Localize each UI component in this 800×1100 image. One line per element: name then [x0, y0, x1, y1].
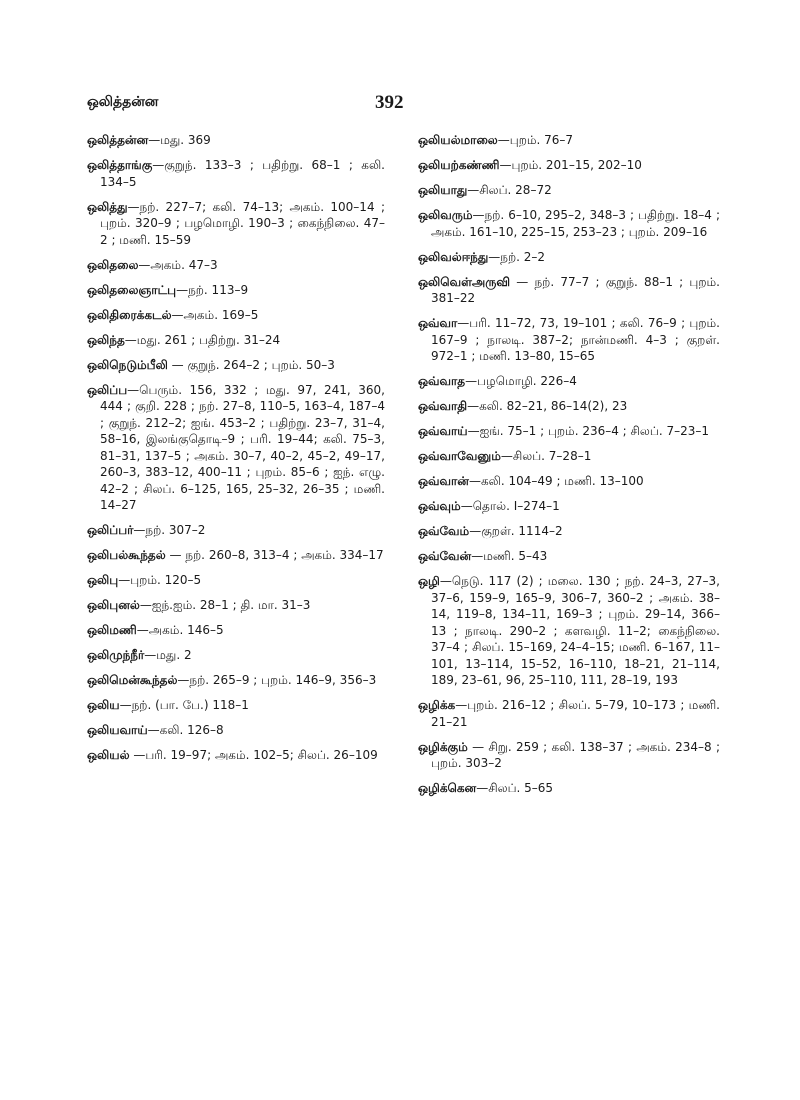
entry-headword: ஒலிதலை — [87, 257, 139, 272]
index-entry — [87, 572, 385, 589]
entry-references: —பெரும். 156, 332 ; மது. 97, 241, 360, 444 ; குறி. 228 ; நற். 27–8, 110–5, 163–4, 187–4 ; குறுந். 212–2; ஐங். 453–2 ; பதிற்று. 23–7, 31–4, 58–16, இலங்குதொடி–9 ; பரி. 19–44; கலி. 75–3, 81–31, 137–5 ; அகம். 30–7, 40–2, 45–2, 49–17, 260–3, 383–12, 400–11 ; புறம். 85–6 ; ஐந். எழு. 42–2 ; சிலப். 6–125, 165, 25–32, 26–35 ; மணி. 14–27 — [100, 382, 385, 512]
index-entry — [87, 307, 385, 324]
entry-references: —ஐந்.ஐம். 28–1 ; தி. மா. 31–3 — [139, 598, 311, 612]
entry-headword: ஒலிமணி — [87, 623, 137, 637]
index-entry — [87, 257, 385, 274]
entry-headword: ஒலிந்த — [87, 332, 125, 347]
entry-references: —புறம். 120–5 — [118, 573, 202, 587]
entry-references: —நற். 307–2 — [133, 523, 206, 537]
entry-references: —குறுந். 133–3 ; பதிற்று. 68–1 ; கலி. 134–5 — [100, 158, 385, 189]
index-entry — [418, 739, 720, 772]
entry-references: —மது. 261 ; பதிற்று. 31–24 — [124, 332, 281, 347]
entry-headword: ஒழிக்க — [418, 698, 456, 712]
index-entry — [418, 523, 720, 540]
running-head-word: ஒலித்தன்ன — [87, 94, 159, 110]
entry-references: —நற். 113–9 — [176, 282, 249, 297]
index-entry — [87, 622, 385, 639]
entry-references: —கலி. 82–21, 86–14(2), 23 — [467, 399, 628, 413]
index-entry — [87, 132, 385, 149]
index-entry — [418, 157, 720, 174]
index-entry — [418, 448, 720, 465]
entry-references: —மது. 2 — [144, 648, 192, 662]
entry-headword: ஒலிவல்ஈந்து — [418, 249, 489, 264]
entry-references: —அகம். 169–5 — [171, 307, 259, 322]
entry-headword: ஒலிநெடும்பீலி — [87, 357, 168, 372]
index-entry — [418, 498, 720, 515]
index-entry — [87, 722, 385, 739]
index-entry — [87, 357, 385, 374]
entry-headword: ஒலியவாய் — [87, 723, 148, 737]
entry-headword: ஒவ்வாவேனும் — [418, 449, 501, 463]
index-entry — [87, 382, 385, 514]
index-entry — [418, 398, 720, 415]
entry-headword: ஒவ்வாத — [418, 374, 466, 388]
index-entry — [87, 282, 385, 299]
entry-headword: ஒவ்வான் — [418, 474, 469, 488]
entry-references: — நற். 77–7 ; குறுந். 88–1 ; புறம். 381–22 — [431, 274, 720, 305]
index-entry — [418, 423, 720, 440]
entry-references: —நெடு. 117 (2) ; மலை. 130 ; நற். 24–3, 27–3, 37–6, 159–9, 165–9, 306–7, 360–2 ; அகம். 38–14, 119–8, 134–11, 169–3 ; புறம். 29–14, 366–13 ; நாலடி. 290–2 ; களவழி. 11–2; கைந்நிலை. 37–4 ; சிலப். 15–169, 24–4–15; மணி. 6–167, 11–101, 13–114, 15–52, 16–110, 18–21, 21–114, 189, 23–61, 96, 25–110, 111, 28–19, 193 — [431, 574, 720, 687]
index-entry — [87, 597, 385, 614]
entry-headword: ஒலியற்கண்ணி — [418, 158, 500, 172]
entry-references: —அகம். 146–5 — [136, 623, 224, 637]
entry-references: —அகம். 47–3 — [138, 257, 218, 272]
index-entry — [418, 373, 720, 390]
entry-references: — சிறு. 259 ; கலி. 138–37 ; அகம். 234–8 ; புறம். 303–2 — [431, 739, 720, 770]
entry-headword: ஒவ்வேன் — [418, 549, 472, 563]
entry-headword: ஒலிப்ப — [87, 382, 128, 397]
index-entry — [418, 274, 720, 307]
entry-references: —நற். (பா. பே.) 118–1 — [119, 698, 249, 712]
index-entry — [87, 157, 385, 190]
entry-references: —நற். 2–2 — [488, 249, 546, 264]
entry-headword: ஒலிமுந்நீர் — [87, 648, 145, 662]
entry-headword: ஒலிபுனல் — [87, 598, 140, 612]
index-entry — [418, 182, 720, 199]
entry-references: —மணி. 5–43 — [471, 549, 548, 563]
entry-references: —பரி. 11–72, 73, 19–101 ; கலி. 76–9 ; புறம். 167–9 ; நாலடி. 387–2; நான்மணி. 4–3 ; குறள். 972–1 ; மணி. 13–80, 15–65 — [431, 316, 720, 363]
entry-references: —தொல். I–274–1 — [460, 499, 560, 513]
left-index-column — [87, 132, 385, 772]
entry-headword: ஒலிபு — [87, 573, 119, 587]
entry-references: —பழமொழி. 226–4 — [465, 374, 577, 388]
entry-references: — குறுந். 264–2 ; புறம். 50–3 — [167, 357, 335, 372]
entry-headword: ஒலிமென்கூந்தல் — [87, 673, 178, 687]
index-entry — [418, 473, 720, 490]
entry-headword: ஒவ்வேம் — [418, 524, 470, 538]
page-number: 392 — [375, 92, 404, 113]
entry-references: —புறம். 76–7 — [497, 133, 574, 147]
index-entry — [418, 548, 720, 565]
entry-headword: ஒலியல்மாலை — [418, 133, 498, 147]
index-entry — [418, 207, 720, 240]
entry-references: —பரி. 19–97; அகம். 102–5; சிலப். 26–109 — [129, 748, 378, 762]
entry-references: —நற். 227–7; கலி. 74–13; அகம். 100–14 ; புறம். 320–9 ; பழமொழி. 190–3 ; கைந்நிலை. 47–2 ; மணி. 15–59 — [100, 199, 385, 247]
entry-headword: ஒலிய — [87, 698, 120, 712]
index-entry — [87, 697, 385, 714]
entry-headword: ஒலித்தன்ன — [87, 133, 149, 147]
entry-headword: ஒலிவரும் — [418, 208, 473, 222]
index-entry — [418, 249, 720, 266]
entry-headword: ஒலிதிரைக்கடல் — [87, 307, 172, 322]
entry-headword: ஒலிவெள்அருவி — [418, 274, 511, 289]
entry-references: —புறம். 201–15, 202–10 — [499, 158, 642, 172]
entry-headword: ஒழிக்கென — [418, 781, 477, 795]
entry-headword: ஒலிப்பர் — [87, 523, 134, 537]
index-entry — [87, 199, 385, 249]
entry-headword: ஒலிபல்கூந்தல் — [87, 548, 166, 562]
index-entry — [87, 747, 385, 764]
entry-headword: ஒலிதலைஞாட்பு — [87, 282, 177, 297]
entry-references: —புறம். 216–12 ; சிலப். 5–79, 10–173 ; மணி. 21–21 — [431, 698, 720, 729]
index-entry — [418, 132, 720, 149]
entry-headword: ஒழிக்கும் — [418, 739, 468, 754]
entry-references: —கலி. 104–49 ; மணி. 13–100 — [468, 474, 644, 488]
index-entry — [87, 647, 385, 664]
entry-headword: ஒவ்வும் — [418, 499, 461, 513]
entry-references: —கலி. 126–8 — [147, 723, 224, 737]
entry-headword: ஒலியல் — [87, 748, 130, 762]
entry-references: —மது. 369 — [148, 133, 211, 147]
index-entry — [418, 315, 720, 365]
index-entry — [87, 672, 385, 689]
entry-headword: ஒலியாது — [418, 183, 468, 197]
entry-references: —சிலப். 7–28–1 — [500, 449, 592, 463]
entry-headword: ஒவ்வா — [418, 316, 458, 330]
entry-references: —சிலப். 5–65 — [476, 781, 554, 795]
index-entry — [87, 522, 385, 539]
entry-references: —நற். 265–9 ; புறம். 146–9, 356–3 — [177, 673, 377, 687]
entry-headword: ஒழி — [418, 574, 440, 588]
entry-headword: ஒலித்து — [87, 199, 128, 214]
index-entry — [87, 332, 385, 349]
right-index-column — [418, 132, 720, 805]
index-entry — [418, 780, 720, 797]
index-entry — [418, 573, 720, 689]
entry-headword: ஒவ்வாதி — [418, 399, 468, 413]
entry-references: — நற். 260–8, 313–4 ; அகம். 334–17 — [165, 548, 384, 562]
entry-headword: ஒலித்தாங்கு — [87, 158, 153, 172]
entry-references: —ஐங். 75–1 ; புறம். 236–4 ; சிலப். 7–23–1 — [467, 424, 709, 438]
entry-references: —சிலப். 28–72 — [467, 183, 552, 197]
index-entry — [87, 547, 385, 564]
entry-headword: ஒவ்வாய் — [418, 424, 468, 438]
entry-references: —குறள். 1114–2 — [469, 524, 563, 538]
entry-references: —நற். 6–10, 295–2, 348–3 ; பதிற்று. 18–4 ; அகம். 161–10, 225–15, 253–23 ; புறம். 209–16 — [431, 208, 720, 239]
index-entry — [418, 697, 720, 730]
